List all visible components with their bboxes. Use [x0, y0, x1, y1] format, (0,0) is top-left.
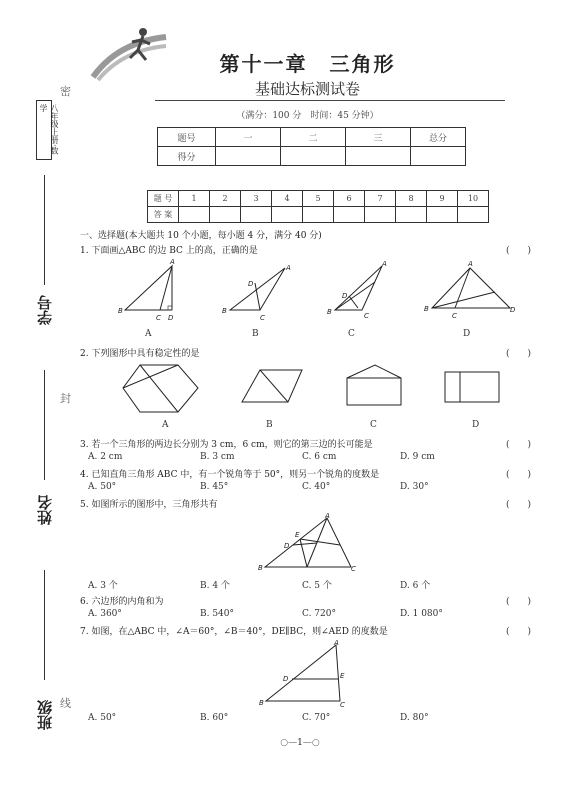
option-b: B. 4 个	[200, 581, 230, 591]
figure-label: B	[222, 307, 227, 315]
figure-label: E	[295, 531, 300, 539]
score-cell[interactable]	[346, 147, 411, 166]
page-number-ornament: ○—1—○	[280, 738, 320, 748]
option-a: A. 3 个	[88, 581, 118, 591]
test-subtitle: 基础达标测试卷	[254, 80, 360, 98]
answer-paren[interactable]: ( )	[506, 500, 532, 510]
option-d: D. 1 080°	[400, 609, 443, 619]
answer-cell[interactable]	[334, 207, 365, 223]
question-number: 7	[365, 191, 396, 207]
q2-figure-c	[347, 365, 401, 405]
student-id-label: 学号	[36, 295, 54, 325]
option-a: A. 2 cm	[88, 452, 123, 462]
question-number: 10	[458, 191, 489, 207]
class-label: 班级	[36, 700, 54, 730]
binding-line	[44, 175, 45, 285]
page-number: 1	[297, 738, 303, 748]
figure-label: C	[351, 565, 356, 573]
question-text: 2. 下列图形中具有稳定性的是	[80, 349, 200, 359]
figure-label: A	[286, 264, 291, 272]
option-label: D	[472, 420, 480, 430]
answer-paren[interactable]: ( )	[506, 597, 532, 607]
option-a: A. 50°	[88, 713, 117, 723]
option-d: D. 6 个	[400, 581, 431, 591]
figure-label: C	[364, 312, 369, 320]
figure-label: A	[325, 512, 330, 520]
option-c: C. 40°	[302, 482, 331, 492]
question-text: 4. 已知直角三角形 ABC 中，有一个锐角等于 50°，则另一个锐角的度数是	[80, 470, 380, 480]
answer-paren[interactable]: ( )	[506, 470, 532, 480]
option-label: B	[252, 329, 259, 339]
figure-label: A	[334, 639, 339, 647]
figure-label: C	[340, 701, 345, 709]
option-label: A	[162, 420, 169, 430]
title-rule	[155, 100, 505, 101]
answer-cell[interactable]	[365, 207, 396, 223]
q2-figure-a	[123, 365, 198, 412]
option-b: B. 3 cm	[200, 452, 235, 462]
score-row-label: 得分	[158, 147, 216, 166]
chapter-title: 第十一章 三角形	[219, 52, 396, 76]
q1-figure-a	[118, 258, 175, 322]
q1-figure-b	[222, 264, 291, 322]
figure-label: A	[468, 260, 473, 268]
score-header: 一	[216, 128, 281, 147]
option-b: B. 45°	[200, 482, 229, 492]
q2-figures	[120, 360, 510, 415]
question-number: 5	[303, 191, 334, 207]
figure-label: B	[327, 308, 332, 316]
q1-figure-d	[424, 260, 516, 320]
option-label: C	[348, 329, 355, 339]
figure-label: B	[424, 305, 429, 313]
figure-label: C	[156, 314, 161, 322]
score-header: 总分	[411, 128, 466, 147]
option-b: B. 60°	[200, 713, 229, 723]
question-text: 3. 若一个三角形的两边长分别为 3 cm，6 cm，则它的第三边的长可能是	[80, 440, 373, 450]
question-number: 1	[179, 191, 210, 207]
figure-label: A	[382, 260, 387, 268]
answer-row-label: 答 案	[148, 207, 179, 223]
score-table	[157, 127, 466, 166]
score-cell[interactable]	[411, 147, 466, 166]
binding-line	[44, 570, 45, 680]
option-d: D. 30°	[400, 482, 429, 492]
question-number: 2	[210, 191, 241, 207]
section-title: 一、选择题(本大题共 10 个小题，每小题 4 分，满分 40 分)	[80, 231, 322, 241]
q1-figures	[110, 258, 520, 328]
binding-line	[44, 370, 45, 480]
exam-meta: （满分：100 分 时间：45 分钟）	[236, 111, 379, 121]
score-header: 三	[346, 128, 411, 147]
option-c: C. 720°	[302, 609, 336, 619]
name-label: 姓名	[36, 495, 54, 525]
option-d: D. 9 cm	[400, 452, 435, 462]
figure-label: D	[510, 306, 516, 314]
question-number: 3	[241, 191, 272, 207]
figure-label: D	[342, 292, 348, 300]
seal-mark: 密	[60, 85, 71, 98]
figure-label: C	[452, 312, 457, 320]
q2-figure-d	[445, 372, 499, 402]
figure-label: A	[170, 258, 175, 266]
answer-paren[interactable]: ( )	[506, 246, 532, 256]
figure-label: D	[168, 314, 174, 322]
option-label: A	[145, 329, 152, 339]
option-label: C	[370, 420, 377, 430]
score-header: 二	[281, 128, 346, 147]
q2-figure-b	[242, 370, 302, 402]
seal-mark: 封	[60, 392, 71, 405]
q5-figure	[255, 512, 365, 574]
answer-cell[interactable]	[179, 207, 210, 223]
figure-label: E	[340, 672, 345, 680]
option-c: C. 6 cm	[302, 452, 337, 462]
option-label: B	[266, 420, 273, 430]
q1-figure-c	[327, 260, 387, 320]
figure-label: C	[260, 314, 265, 322]
score-cell[interactable]	[216, 147, 281, 166]
figure-label: D	[284, 542, 290, 550]
answer-cell[interactable]	[210, 207, 241, 223]
answer-table	[147, 190, 489, 223]
option-b: B. 540°	[200, 609, 235, 619]
answer-row-label: 题 号	[148, 191, 179, 207]
option-c: C. 70°	[302, 713, 331, 723]
option-label: D	[463, 329, 471, 339]
answer-paren[interactable]: ( )	[506, 627, 532, 637]
answer-cell[interactable]	[241, 207, 272, 223]
answer-paren[interactable]: ( )	[506, 440, 532, 450]
answer-cell[interactable]	[458, 207, 489, 223]
option-a: A. 50°	[88, 482, 117, 492]
answer-paren[interactable]: ( )	[506, 349, 532, 359]
score-header: 题号	[158, 128, 216, 147]
figure-label: B	[118, 307, 123, 315]
question-number: 4	[272, 191, 303, 207]
answer-cell[interactable]	[303, 207, 334, 223]
figure-label: B	[259, 699, 264, 707]
option-d: D. 80°	[400, 713, 429, 723]
figure-label: D	[248, 280, 254, 288]
answer-cell[interactable]	[427, 207, 458, 223]
option-c: C. 5 个	[302, 581, 332, 591]
grade-subject-tag: 八年级上册·数学	[36, 100, 52, 160]
question-text: 7. 如图，在△ABC 中，∠A＝60°，∠B＝40°，DE∥BC，则∠AED 的度数是	[80, 627, 388, 637]
question-text: 5. 如图所示的图形中，三角形共有	[80, 500, 218, 510]
answer-cell[interactable]	[272, 207, 303, 223]
question-number: 9	[427, 191, 458, 207]
score-cell[interactable]	[281, 147, 346, 166]
question-text: 6. 六边形的内角和为	[80, 597, 164, 607]
question-number: 8	[396, 191, 427, 207]
figure-label: B	[258, 564, 263, 572]
answer-cell[interactable]	[396, 207, 427, 223]
question-number: 6	[334, 191, 365, 207]
option-a: A. 360°	[88, 609, 122, 619]
figure-label: D	[283, 675, 289, 683]
question-text: 1. 下面画△ABC 的边 BC 上的高，正确的是	[80, 246, 258, 256]
seal-mark: 线	[60, 697, 71, 710]
q7-figure	[258, 639, 358, 711]
